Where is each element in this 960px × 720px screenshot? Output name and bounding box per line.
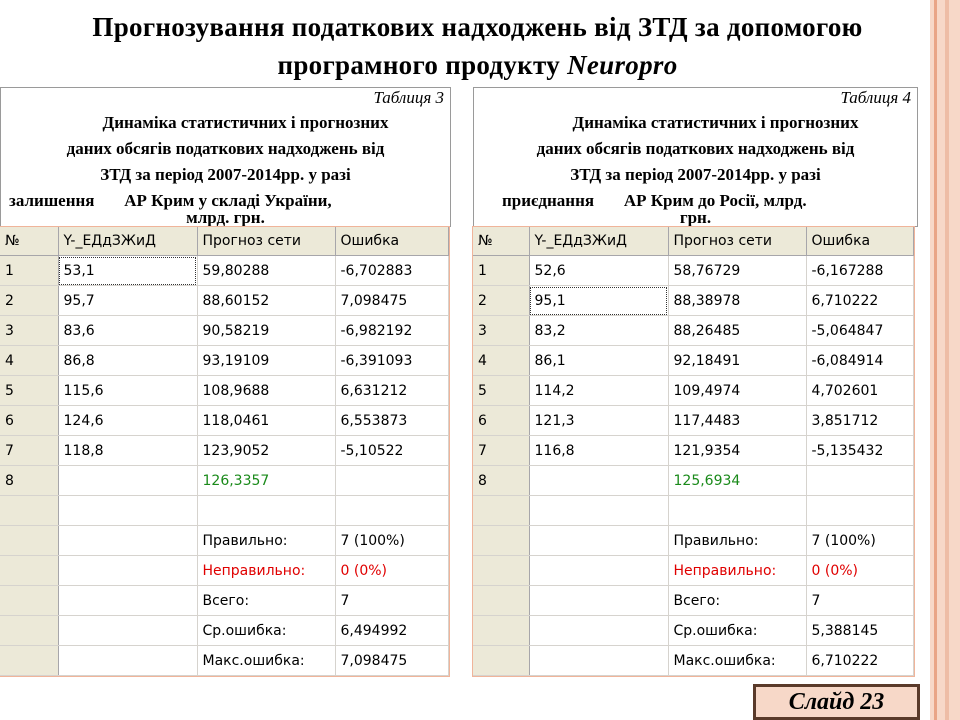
caption-line: даних обсягів податкових надходжень від xyxy=(66,139,385,158)
grid-cell[interactable]: 121,3 xyxy=(529,406,668,436)
grid-cell[interactable]: 116,8 xyxy=(529,436,668,466)
grid-cell[interactable] xyxy=(335,466,448,496)
grid-cell[interactable]: -6,167288 xyxy=(806,256,913,286)
grid-cell[interactable]: 83,6 xyxy=(58,316,197,346)
stats-row xyxy=(473,526,913,556)
stats-row xyxy=(473,586,913,616)
caption-line: млрд. грн. xyxy=(186,208,265,227)
table-row xyxy=(473,316,913,346)
grid-cell[interactable]: -6,702883 xyxy=(335,256,448,286)
grid-cell[interactable]: 88,60152 xyxy=(197,286,335,316)
stats-row xyxy=(0,526,448,556)
grid-cell[interactable]: 121,9354 xyxy=(668,436,806,466)
caption-line xyxy=(7,110,444,136)
grid-cell[interactable]: 118,0461 xyxy=(197,406,335,436)
table-row xyxy=(473,436,913,466)
grid-cell[interactable] xyxy=(58,466,197,496)
table-row xyxy=(473,286,913,316)
row-number[interactable] xyxy=(0,616,58,646)
row-number[interactable]: 8 xyxy=(0,466,58,496)
row-number[interactable] xyxy=(473,616,529,646)
grid-cell[interactable]: 7,098475 xyxy=(335,286,448,316)
grid-cell[interactable] xyxy=(335,496,448,526)
grid-cell[interactable]: 53,1 xyxy=(58,256,197,286)
table-row xyxy=(0,316,448,346)
table-row xyxy=(473,466,913,496)
grid-cell[interactable]: 109,4974 xyxy=(668,376,806,406)
row-number[interactable] xyxy=(0,496,58,526)
row-number[interactable] xyxy=(0,556,58,586)
stats-row xyxy=(0,646,448,676)
row-number[interactable]: 6 xyxy=(0,406,58,436)
column-header[interactable]: Прогноз сети xyxy=(668,227,806,256)
grid-cell[interactable] xyxy=(58,616,197,646)
stat-value: 5,388145 xyxy=(806,616,913,646)
stats-row xyxy=(473,646,913,676)
grid-cell[interactable]: 86,1 xyxy=(529,346,668,376)
grid-cell[interactable]: 118,8 xyxy=(58,436,197,466)
grid-header-row xyxy=(0,227,448,256)
caption-line: приєднання АР Крим до Росії, млрд. xyxy=(502,191,807,210)
grid-cell[interactable]: 124,6 xyxy=(58,406,197,436)
row-number[interactable] xyxy=(473,496,529,526)
grid-cell[interactable]: 117,4483 xyxy=(668,406,806,436)
title-line-1: Прогнозування податкових надходжень від ЗТД за допомогою xyxy=(92,12,863,42)
table-row xyxy=(0,406,448,436)
caption-line: грн. xyxy=(679,208,712,227)
grid-cell[interactable] xyxy=(58,586,197,616)
grid-cell[interactable]: -6,084914 xyxy=(806,346,913,376)
row-number[interactable]: 1 xyxy=(0,256,58,286)
grid-cell[interactable] xyxy=(58,526,197,556)
caption-table-3 xyxy=(0,87,451,227)
table-row xyxy=(0,286,448,316)
grid-cell[interactable]: 95,1 xyxy=(529,286,668,316)
caption-line: ЗТД за період 2007-2014рр. у разі xyxy=(570,165,821,184)
stat-label: Неправильно: xyxy=(668,556,806,586)
stat-label: Ср.ошибка: xyxy=(197,616,335,646)
caption-line-text: Динаміка статистичних і прогнозних xyxy=(572,113,859,132)
stat-label: Всего: xyxy=(668,586,806,616)
grid-cell[interactable]: 83,2 xyxy=(529,316,668,346)
stat-label: Неправильно: xyxy=(197,556,335,586)
stats-row xyxy=(0,556,448,586)
caption-line xyxy=(480,110,911,136)
table-label: Таблиця 4 xyxy=(840,88,911,107)
title-line-2-text: програмного продукту xyxy=(277,50,568,80)
stat-value: 0 (0%) xyxy=(806,556,913,586)
stat-value: 6,710222 xyxy=(806,646,913,676)
grid-cell[interactable]: 95,7 xyxy=(58,286,197,316)
slide-number-badge: Слайд 23 xyxy=(753,684,920,720)
table-row xyxy=(0,346,448,376)
stat-value: 0 (0%) xyxy=(335,556,448,586)
grid-cell[interactable] xyxy=(529,616,668,646)
caption-table-4 xyxy=(473,87,918,227)
grid-cell[interactable]: -5,064847 xyxy=(806,316,913,346)
data-grid-right xyxy=(473,227,914,676)
title-product-name: Neuropro xyxy=(567,50,678,80)
title-line-2 xyxy=(20,46,935,84)
table-row xyxy=(473,376,913,406)
grid-cell[interactable]: -6,982192 xyxy=(335,316,448,346)
column-header[interactable]: Ошибка xyxy=(335,227,448,256)
table-row xyxy=(0,376,448,406)
row-number[interactable]: 8 xyxy=(473,466,529,496)
table-row xyxy=(0,466,448,496)
row-number[interactable]: 5 xyxy=(0,376,58,406)
grid-cell[interactable] xyxy=(806,496,913,526)
column-header[interactable]: Y-_ЕДдЗЖиД xyxy=(58,227,197,256)
grid-cell[interactable]: 114,2 xyxy=(529,376,668,406)
grid-cell[interactable]: 58,76729 xyxy=(668,256,806,286)
grid-cell[interactable]: 6,631212 xyxy=(335,376,448,406)
row-number[interactable] xyxy=(473,556,529,586)
column-header[interactable]: Прогноз сети xyxy=(197,227,335,256)
grid-cell[interactable] xyxy=(529,556,668,586)
stat-value: 7 xyxy=(806,586,913,616)
stat-label: Ср.ошибка: xyxy=(668,616,806,646)
grid-cell[interactable] xyxy=(529,646,668,676)
row-number[interactable] xyxy=(473,526,529,556)
row-number[interactable]: 3 xyxy=(473,316,529,346)
column-header[interactable]: № xyxy=(0,227,58,256)
row-number[interactable] xyxy=(0,646,58,676)
caption-text xyxy=(480,110,911,231)
table-row xyxy=(0,436,448,466)
grid-cell[interactable]: 52,6 xyxy=(529,256,668,286)
stats-row xyxy=(473,556,913,586)
table-label: Таблиця 3 xyxy=(373,88,444,107)
row-number[interactable]: 2 xyxy=(0,286,58,316)
stats-row xyxy=(0,586,448,616)
column-header[interactable]: Ошибка xyxy=(806,227,913,256)
row-number[interactable] xyxy=(0,526,58,556)
row-number[interactable]: 7 xyxy=(473,436,529,466)
row-number[interactable] xyxy=(473,586,529,616)
column-header[interactable]: Y-_ЕДдЗЖиД xyxy=(529,227,668,256)
grid-cell[interactable]: 3,851712 xyxy=(806,406,913,436)
row-number[interactable]: 7 xyxy=(0,436,58,466)
row-number[interactable] xyxy=(0,586,58,616)
grid-cell[interactable] xyxy=(529,586,668,616)
grid-cell[interactable] xyxy=(58,556,197,586)
row-number[interactable]: 5 xyxy=(473,376,529,406)
caption-line: залишення АР Крим у складі України, xyxy=(9,191,332,210)
stat-value: 6,494992 xyxy=(335,616,448,646)
caption-text xyxy=(7,110,444,231)
stat-label: Правильно: xyxy=(197,526,335,556)
table-row xyxy=(0,256,448,286)
decor-stripe xyxy=(934,0,937,720)
grid-cell[interactable]: 6,553873 xyxy=(335,406,448,436)
grid-cell[interactable] xyxy=(58,496,197,526)
stats-row xyxy=(0,616,448,646)
caption-line: даних обсягів податкових надходжень від xyxy=(536,139,855,158)
forecast-cell[interactable]: 125,6934 xyxy=(668,466,806,496)
grid-cell[interactable] xyxy=(529,526,668,556)
stat-label: Всего: xyxy=(197,586,335,616)
column-header[interactable]: № xyxy=(473,227,529,256)
stats-row xyxy=(473,616,913,646)
table-row xyxy=(473,256,913,286)
stat-label: Макс.ошибка: xyxy=(668,646,806,676)
forecast-cell[interactable]: 126,3357 xyxy=(197,466,335,496)
grid-cell[interactable] xyxy=(668,496,806,526)
stat-value: 7 xyxy=(335,586,448,616)
grid-cell[interactable]: 6,710222 xyxy=(806,286,913,316)
grid-cell[interactable]: 123,9052 xyxy=(197,436,335,466)
stat-value: 7 (100%) xyxy=(806,526,913,556)
row-number[interactable]: 3 xyxy=(0,316,58,346)
row-number[interactable]: 4 xyxy=(0,346,58,376)
grid-cell[interactable]: -5,135432 xyxy=(806,436,913,466)
grid-cell[interactable]: -5,10522 xyxy=(335,436,448,466)
grid-cell[interactable]: 108,9688 xyxy=(197,376,335,406)
table-row xyxy=(473,406,913,436)
row-number[interactable]: 1 xyxy=(473,256,529,286)
row-number[interactable]: 4 xyxy=(473,346,529,376)
table-row xyxy=(473,346,913,376)
grid-header-row xyxy=(473,227,913,256)
row-number[interactable]: 2 xyxy=(473,286,529,316)
row-number[interactable]: 6 xyxy=(473,406,529,436)
table-row xyxy=(0,496,448,526)
grid-cell[interactable]: -6,391093 xyxy=(335,346,448,376)
grid-cell[interactable] xyxy=(197,496,335,526)
grid-cell[interactable]: 86,8 xyxy=(58,346,197,376)
grid-cell[interactable]: 115,6 xyxy=(58,376,197,406)
grid-cell[interactable]: 4,702601 xyxy=(806,376,913,406)
caption-line-text: Динаміка статистичних і прогнозних xyxy=(102,113,389,132)
data-grid-left xyxy=(0,227,449,676)
grid-cell[interactable]: 88,26485 xyxy=(668,316,806,346)
grid-cell[interactable]: 90,58219 xyxy=(197,316,335,346)
slide-title xyxy=(20,8,935,84)
stat-value: 7 (100%) xyxy=(335,526,448,556)
grid-cell[interactable]: 93,19109 xyxy=(197,346,335,376)
grid-cell[interactable]: 59,80288 xyxy=(197,256,335,286)
grid-cell[interactable]: 88,38978 xyxy=(668,286,806,316)
grid-cell[interactable] xyxy=(529,496,668,526)
grid-cell[interactable] xyxy=(529,466,668,496)
decor-stripe xyxy=(945,0,949,720)
stat-label: Макс.ошибка: xyxy=(197,646,335,676)
grid-cell[interactable]: 92,18491 xyxy=(668,346,806,376)
caption-line: ЗТД за період 2007-2014рр. у разі xyxy=(100,165,351,184)
row-number[interactable] xyxy=(473,646,529,676)
grid-cell[interactable] xyxy=(58,646,197,676)
stat-value: 7,098475 xyxy=(335,646,448,676)
grid-cell[interactable] xyxy=(806,466,913,496)
table-row xyxy=(473,496,913,526)
stat-label: Правильно: xyxy=(668,526,806,556)
